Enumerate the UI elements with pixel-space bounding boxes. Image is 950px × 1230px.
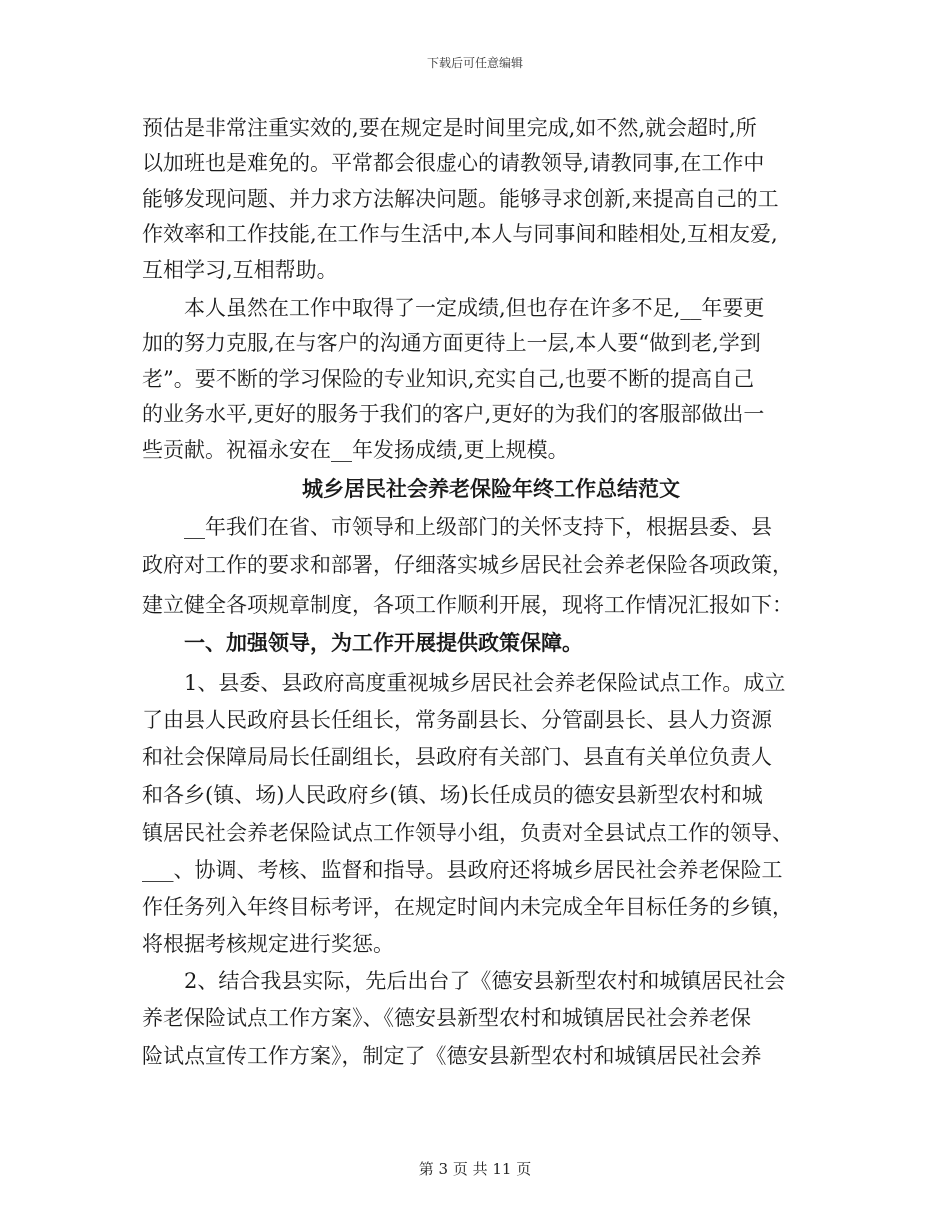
body-line: __年我们在省、市领导和上级部门的关怀支持下，根据县委、县 [184, 515, 772, 539]
body-line: 加的努力克服,在与客户的沟通方面更待上一层,本人要“做到老,学到 [142, 331, 761, 355]
page-header: 下载后可任意编辑 [426, 56, 523, 70]
body-line: 本人虽然在工作中取得了一定成绩,但也存在许多不足,__年要更 [184, 296, 765, 320]
body-line: 些贡献。祝福永安在__年发扬成绩,更上规模。 [142, 438, 569, 462]
body-line: 了由县人民政府县长任组长，常务副县长、分管副县长、县人力资源 [142, 708, 772, 732]
body-line: 互相学习,互相帮助。 [142, 258, 338, 282]
body-line: 以加班也是难免的。平常都会很虚心的请教领导,请教同事,在工作中 [142, 151, 765, 175]
body-line: 和各乡(镇、场)人民政府乡(镇、场)长任成员的德安县新型农村和城 [142, 783, 763, 807]
body-line: 和社会保障局局长任副组长，县政府有关部门、县直有关单位负责人 [142, 745, 772, 769]
body-line: ___、协调、考核、监督和指导。县政府还将城乡居民社会养老保险工 [142, 858, 783, 882]
body-line: 的业务水平,更好的服务于我们的客户,更好的为我们的客服部做出一 [142, 402, 765, 426]
subsection-heading: 一、加强领导，为工作开展提供政策保障。 [184, 630, 583, 655]
body-line: 政府对工作的要求和部署，仔细落实城乡居民社会养老保险各项政策， [142, 553, 793, 577]
body-line: 镇居民社会养老保险试点工作领导小组，负责对全县试点工作的领导、 [142, 821, 793, 845]
body-line: 预估是非常注重实效的,要在规定是时间里完成,如不然,就会超时,所 [142, 116, 757, 140]
body-line: 作效率和工作技能,在工作与生活中,本人与同事间和睦相处,互相友爱, [142, 222, 778, 246]
page-footer: 第 3 页 共 11 页 [418, 1160, 532, 1178]
section-title: 城乡居民社会养老保险年终工作总结范文 [302, 476, 680, 501]
body-line: 建立健全各项规章制度，各项工作顺利开展，现将工作情况汇报如下： [142, 593, 793, 617]
body-line: 老”。要不断的学习保险的专业知识,充实自己,也要不断的提高自己 [142, 367, 755, 391]
body-line: 作任务列入年终目标考评，在规定时间内未完成全年目标任务的乡镇， [142, 895, 793, 919]
body-line: 2、结合我县实际，先后出台了《德安县新型农村和城镇居民社会 [184, 969, 786, 993]
body-line: 能够发现问题、并力求方法解决问题。能够寻求创新,来提高自己的工 [142, 187, 779, 211]
body-line: 1、县委、县政府高度重视城乡居民社会养老保险试点工作。成立 [184, 671, 786, 695]
body-line: 将根据考核规定进行奖惩。 [142, 932, 394, 956]
body-line: 养老保险试点工作方案》、《德安县新型农村和城镇居民社会养老保 [142, 1006, 751, 1030]
body-line: 险试点宣传工作方案》，制定了《德安县新型农村和城镇居民社会养 [142, 1044, 762, 1068]
